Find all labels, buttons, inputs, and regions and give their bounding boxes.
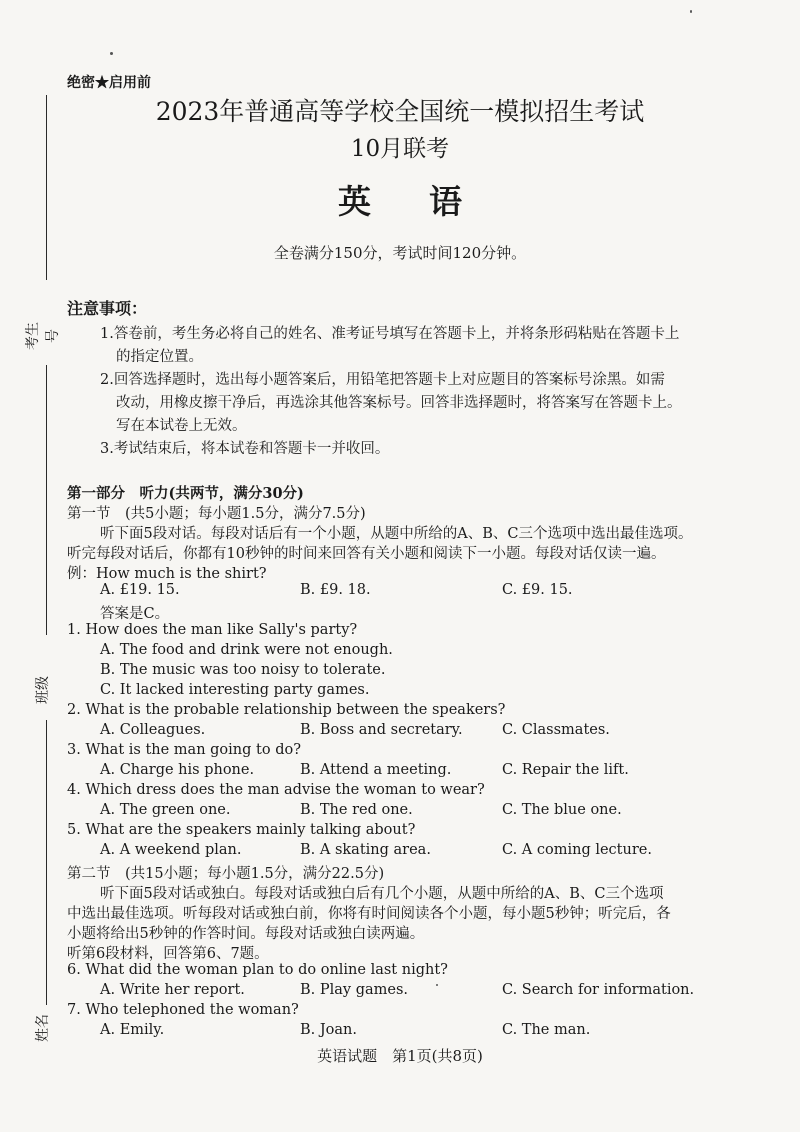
binding-line-bottom	[46, 720, 47, 1005]
notice-title: 注意事项：	[67, 299, 148, 318]
question-2-option-c: C. Classmates.	[502, 722, 610, 738]
notice-line: 写在本试卷上无效。	[116, 418, 247, 434]
question-1-option-c: C. It lacked interesting party games.	[100, 682, 370, 698]
example-option-c: C. £9. 15.	[502, 582, 573, 598]
notice-line: 3.考试结束后，将本试卷和答题卡一并收回。	[100, 441, 390, 457]
class-label: 班级	[35, 676, 51, 704]
scan-speck	[690, 10, 692, 13]
question-3-option-a: A. Charge his phone.	[100, 762, 255, 778]
notice-line: 的指定位置。	[116, 349, 203, 365]
question-7: 7. Who telephoned the woman?	[67, 1002, 299, 1018]
question-6-option-c: C. Search for information.	[502, 982, 695, 998]
question-3-option-c: C. Repair the lift.	[502, 762, 629, 778]
question-7-option-c: C. The man.	[502, 1022, 591, 1038]
exam-subtitle: 10月联考	[350, 136, 450, 162]
example-answer: 答案是C。	[100, 606, 170, 622]
binding-line-middle	[46, 365, 47, 635]
subject-title: 英语	[338, 182, 520, 221]
part1-title: 第一部分 听力(共两节，满分30分)	[67, 485, 304, 502]
exam-title: 2023年普通高等学校全国统一模拟招生考试	[155, 97, 645, 126]
question-4-option-c: C. The blue one.	[502, 802, 622, 818]
question-6-option-a: A. Write her report.	[100, 982, 245, 998]
question-5-option-b: B. A skating area.	[300, 842, 431, 858]
secret-mark: 绝密★启用前	[67, 75, 151, 91]
question-1-option-a: A. The food and drink were not enough.	[100, 642, 393, 658]
notice-line: 2.回答选择题时，选出每小题答案后，用铅笔把答题卡上对应题目的答案标号涂黑。如需	[100, 372, 665, 388]
example-option-a: A. £19. 15.	[100, 582, 180, 598]
question-3-option-b: B. Attend a meeting.	[300, 762, 452, 778]
question-1-option-b: B. The music was too noisy to tolerate.	[100, 662, 386, 678]
question-2-option-a: A. Colleagues.	[100, 722, 206, 738]
section2-title: 第二节 (共15小题；每小题1.5分，满分22.5分)	[67, 866, 385, 882]
question-7-option-a: A. Emily.	[100, 1022, 165, 1038]
question-2-option-b: B. Boss and secretary.	[300, 722, 463, 738]
material-6-instruction: 听第6段材料，回答第6、7题。	[67, 946, 269, 962]
example-question: 例：How much is the shirt?	[67, 566, 267, 582]
section2-intro-line: 听下面5段对话或独白。每段对话或独白后有几个小题，从题中所给的A、B、C三个选项	[100, 886, 664, 902]
question-2: 2. What is the probable relationship between the speakers?	[67, 702, 506, 718]
section1-intro-line: 听下面5段对话。每段对话后有一个小题，从题中所给的A、B、C三个选项中选出最佳选项。	[100, 526, 693, 542]
example-option-b: B. £9. 18.	[300, 582, 371, 598]
section1-title: 第一节 (共5小题；每小题1.5分，满分7.5分)	[67, 506, 366, 522]
exam-number-label: 考生号	[25, 322, 61, 350]
question-6-option-b: B. Play games.	[300, 982, 409, 998]
name-label: 姓名	[35, 1014, 51, 1042]
question-5-option-a: A. A weekend plan.	[100, 842, 242, 858]
notice-line: 1.答卷前，考生务必将自己的姓名、准考证号填写在答题卡上，并将条形码粘贴在答题卡上	[100, 326, 680, 342]
section1-intro-line: 听完每段对话后，你都有10秒钟的时间来回答有关小题和阅读下一小题。每段对话仅读一遍。	[67, 546, 666, 562]
question-5-option-c: C. A coming lecture.	[502, 842, 652, 858]
question-4-option-b: B. The red one.	[300, 802, 413, 818]
page-footer: 英语试题 第1页(共8页)	[317, 1047, 483, 1065]
question-4: 4. Which dress does the man advise the woman to wear?	[67, 782, 485, 798]
question-3: 3. What is the man going to do?	[67, 742, 301, 758]
question-1: 1. How does the man like Sally's party?	[67, 622, 358, 638]
question-6: 6. What did the woman plan to do online last night?	[67, 962, 448, 978]
scan-speck	[110, 52, 113, 55]
question-7-option-b: B. Joan.	[300, 1022, 358, 1038]
score-info: 全卷满分150分，考试时间120分钟。	[273, 244, 527, 262]
notice-line: 改动，用橡皮擦干净后，再选涂其他答案标号。回答非选择题时，将答案写在答题卡上。	[116, 395, 682, 411]
scan-speck	[436, 984, 438, 986]
question-4-option-a: A. The green one.	[100, 802, 231, 818]
section2-intro-line: 小题将给出5秒钟的作答时间。每段对话或独白读两遍。	[67, 926, 425, 942]
section2-intro-line: 中选出最佳选项。听每段对话或独白前，你将有时间阅读各个小题，每小题5秒钟；听完后，各	[67, 906, 671, 922]
question-5: 5. What are the speakers mainly talking about?	[67, 822, 416, 838]
